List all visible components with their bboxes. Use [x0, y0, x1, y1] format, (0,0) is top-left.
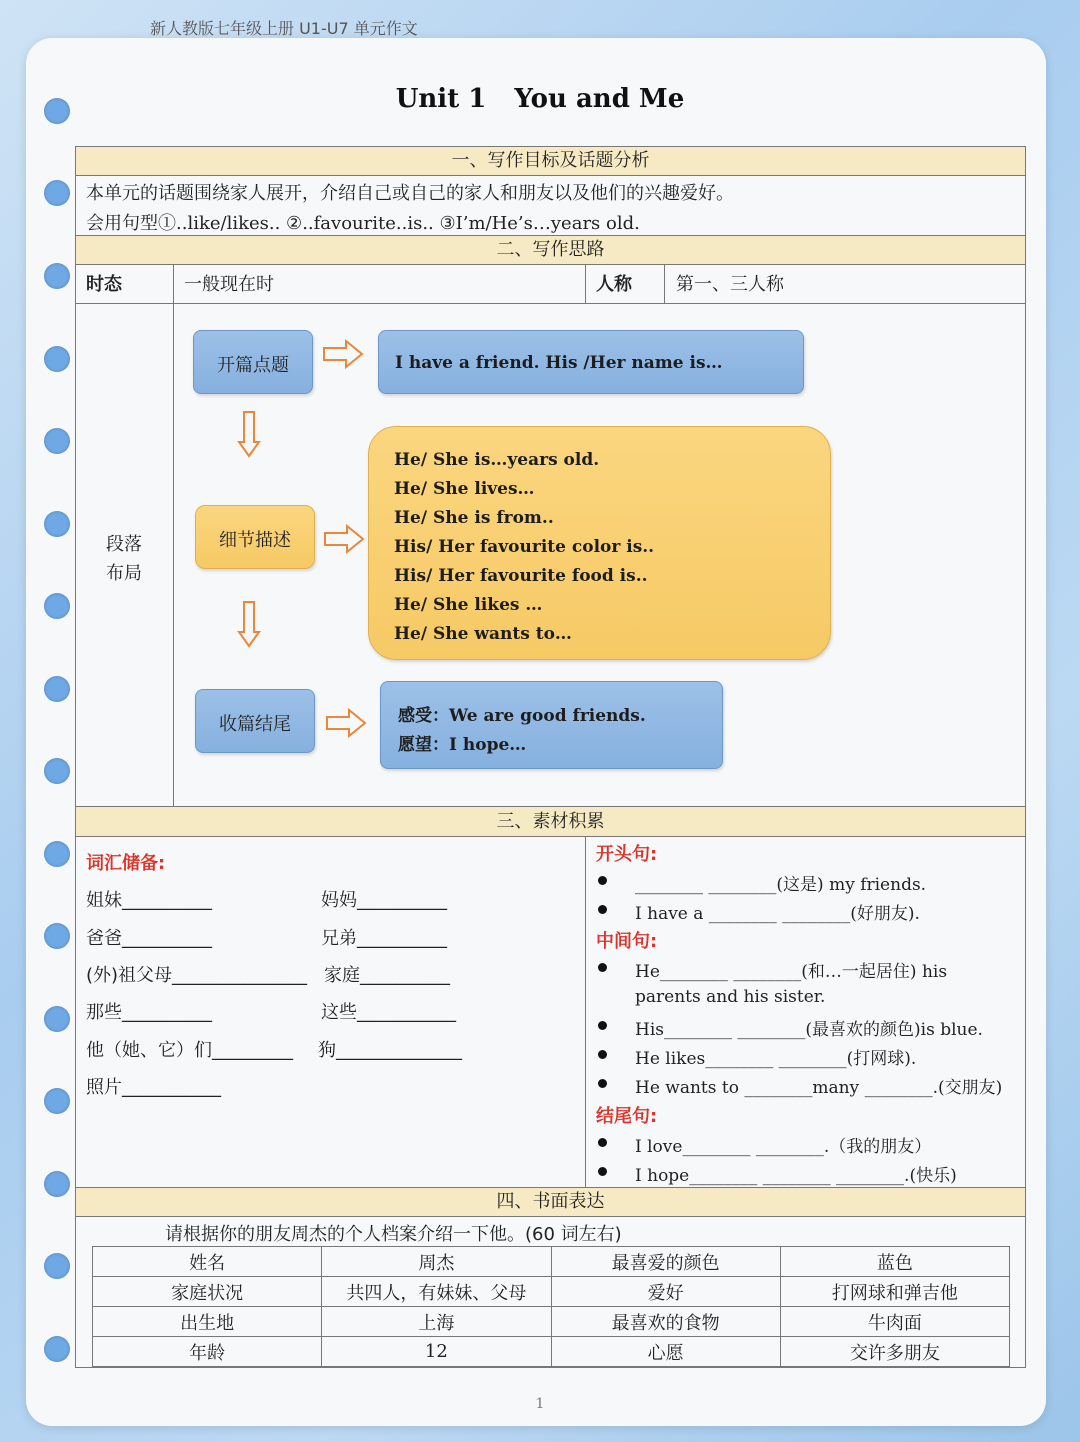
detail-sentence: He/ She is…years old. [394, 450, 600, 470]
table-cell: 最喜爱的颜色 [551, 1247, 780, 1277]
table-cell: 上海 [322, 1307, 551, 1337]
detail-sentence: He/ She lives… [394, 479, 535, 499]
bullet [598, 1167, 607, 1176]
step-opening-box [193, 330, 313, 394]
binder-hole [44, 1006, 70, 1032]
step-opening-label: 开篇点题 [217, 355, 289, 376]
table-cell: 姓名 [93, 1247, 322, 1277]
vocab-item: 他（她、它）们_________ [86, 1040, 293, 1061]
vocab-item: 爸爸__________ [86, 928, 212, 949]
opening-sentence-box [378, 330, 804, 394]
sentence-item: He likes________ ________(打网球). [635, 1049, 917, 1069]
sentence-item: He wants to ________many ________.(交朋友) [635, 1078, 1003, 1098]
detail-sentence: His/ Her favourite food is.. [394, 566, 648, 586]
vocab-item: (外)祖父母_______________ [86, 965, 308, 986]
bullet [598, 905, 607, 914]
vocab-item: 照片___________ [86, 1077, 221, 1098]
table-cell: 牛肉面 [780, 1307, 1009, 1337]
vocab-item: 姐妹__________ [86, 890, 212, 911]
binder-hole [44, 511, 70, 537]
sentence-item: ________ ________(这是) my friends. [635, 875, 927, 895]
sentence-item: I love________ ________.（我的朋友） [635, 1137, 932, 1157]
ending-sentences-box [380, 681, 723, 769]
divider [585, 265, 586, 303]
bullet [598, 1138, 607, 1147]
section-header-materials: 三、素材积累 [76, 806, 1025, 837]
table-cell: 共四人，有妹妹、父母 [322, 1277, 551, 1307]
ending-sentences-heading: 结尾句: [596, 1106, 658, 1127]
divider [76, 303, 1025, 304]
detail-sentence: He/ She likes … [394, 595, 543, 615]
step-details-box [195, 505, 315, 569]
binder-hole [44, 593, 70, 619]
detail-sentence: He/ She wants to… [394, 624, 572, 644]
person-value: 第一、三人称 [676, 274, 784, 295]
wish-label: 愿望： [398, 735, 449, 755]
vocab-item: 狗______________ [318, 1040, 462, 1061]
bullet [598, 876, 607, 885]
vocab-item: 家庭__________ [324, 965, 450, 986]
binder-hole [44, 180, 70, 206]
goal-sentence-patterns: 会用句型①..like/likes.. ②..favourite..is.. ③I’m/He’s…years old. [86, 213, 640, 234]
layout-label: 段落 [106, 534, 142, 555]
page-title [0, 84, 1080, 114]
table-cell: 心愿 [551, 1337, 780, 1367]
divider [585, 837, 586, 1187]
binder-hole [44, 1336, 70, 1362]
down-arrow-icon [237, 600, 261, 648]
details-sentences-box [368, 426, 831, 660]
tense-label: 时态 [86, 274, 122, 295]
binder-hole [44, 1253, 70, 1279]
vocab-heading: 词汇储备: [86, 853, 166, 874]
binder-hole [44, 1088, 70, 1114]
profile-table [92, 1246, 1010, 1367]
section-header-writing: 四、书面表达 [76, 1187, 1025, 1217]
binder-hole [44, 676, 70, 702]
bullet [598, 1021, 607, 1030]
table-row [93, 1277, 1010, 1307]
table-row [93, 1247, 1010, 1277]
step-ending-label: 收篇结尾 [219, 714, 291, 735]
divider [173, 265, 174, 806]
detail-sentence: His/ Her favourite color is.. [394, 537, 655, 557]
feeling-text: We are good friends. [449, 706, 646, 726]
step-details-label: 细节描述 [219, 530, 291, 551]
table-row [93, 1337, 1010, 1367]
binder-hole [44, 346, 70, 372]
table-cell: 爱好 [551, 1277, 780, 1307]
step-ending-box [195, 689, 315, 753]
bullet [598, 963, 607, 972]
table-cell: 蓝色 [780, 1247, 1009, 1277]
tense-value: 一般现在时 [184, 274, 274, 295]
vocab-item: 兄弟__________ [321, 928, 447, 949]
binder-hole [44, 428, 70, 454]
vocab-item: 妈妈__________ [321, 890, 447, 911]
table-cell: 交许多朋友 [780, 1337, 1009, 1367]
right-arrow-icon [325, 707, 367, 739]
table-cell: 12 [322, 1337, 551, 1367]
table-cell: 出生地 [93, 1307, 322, 1337]
opening-sentence: I have a friend. His /Her name is… [395, 353, 723, 373]
feeling-label: 感受： [398, 706, 449, 726]
opening-sentences-heading: 开头句: [596, 844, 658, 865]
wish-text: I hope… [449, 735, 527, 755]
table-cell: 年龄 [93, 1337, 322, 1367]
unit-topic: You and Me [514, 84, 685, 114]
sentence-item: I have a ________ ________(好朋友). [635, 904, 920, 924]
layout-label: 布局 [106, 563, 142, 584]
right-arrow-icon [322, 338, 364, 370]
section-header-goals: 一、写作目标及话题分析 [76, 146, 1025, 176]
table-row [93, 1307, 1010, 1337]
section-header-plan: 二、写作思路 [76, 235, 1025, 265]
detail-sentence: He/ She is from.. [394, 508, 554, 528]
binder-hole [44, 1171, 70, 1197]
bullet [598, 1079, 607, 1088]
divider [664, 265, 665, 303]
vocab-item: 那些__________ [86, 1002, 212, 1023]
binder-hole [44, 841, 70, 867]
down-arrow-icon [237, 410, 261, 458]
sentence-item: He________ ________(和…一起居住) his [635, 962, 948, 982]
binder-hole [44, 923, 70, 949]
table-cell: 家庭状况 [93, 1277, 322, 1307]
right-arrow-icon [323, 523, 365, 555]
bullet [598, 1050, 607, 1059]
unit-number: Unit 1 [395, 84, 487, 114]
page-number: 1 [535, 1396, 545, 1412]
sentence-item: His________ ________(最喜欢的颜色)is blue. [635, 1020, 983, 1040]
table-cell: 打网球和弹吉他 [780, 1277, 1009, 1307]
binder-hole [44, 758, 70, 784]
vocab-item: 这些___________ [321, 1002, 456, 1023]
header-note: 新人教版七年级上册 U1-U7 单元作文 [150, 19, 418, 38]
person-label: 人称 [596, 274, 632, 295]
goal-description: 本单元的话题围绕家人展开，介绍自己或自己的家人和朋友以及他们的兴趣爱好。 [86, 183, 734, 204]
sentence-item: parents and his sister. [635, 987, 826, 1007]
table-cell: 最喜欢的食物 [551, 1307, 780, 1337]
table-cell: 周杰 [322, 1247, 551, 1277]
writing-instruction: 请根据你的朋友周杰的个人档案介绍一下他。(60 词左右) [165, 1224, 622, 1245]
middle-sentences-heading: 中间句: [596, 931, 658, 952]
binder-hole [44, 263, 70, 289]
sentence-item: I hope________ ________ ________.(快乐) [635, 1166, 957, 1186]
